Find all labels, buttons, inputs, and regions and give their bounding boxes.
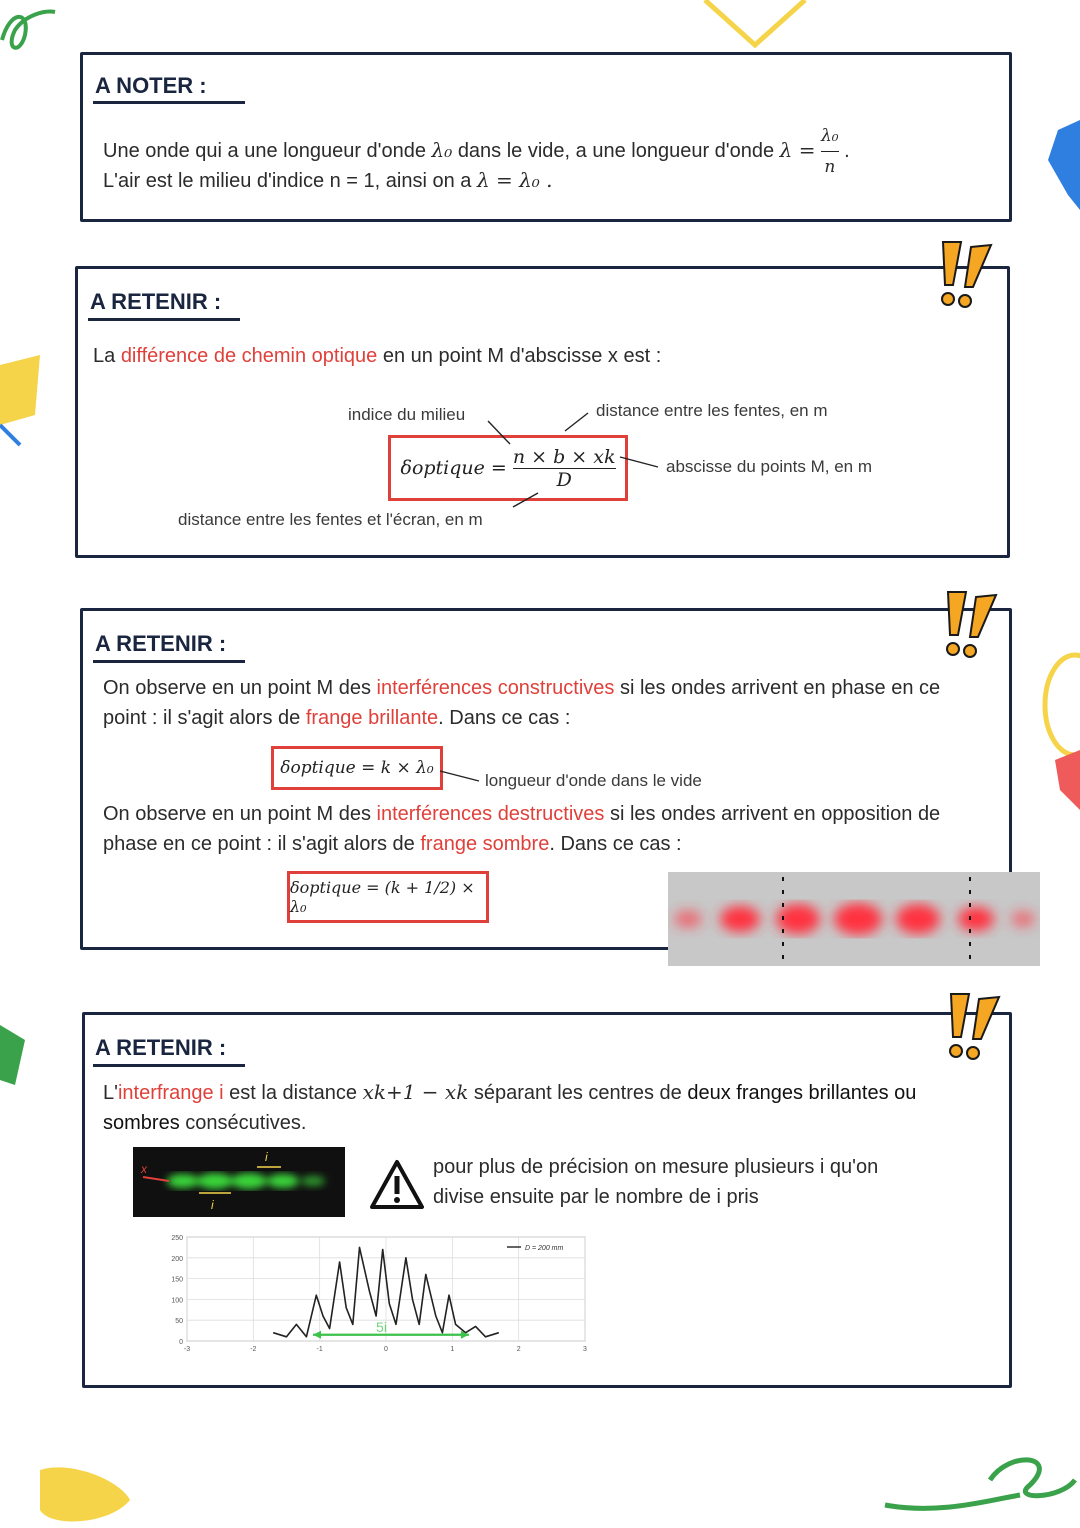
double-exclamation-icon <box>933 237 1003 309</box>
destructive-paragraph <box>103 799 983 859</box>
bold-term: sombres <box>103 1112 180 1134</box>
lambda-symbol: λ = <box>779 137 816 162</box>
highlight-term: frange sombre <box>420 833 550 855</box>
chart-y-tick-label: 250 <box>171 1235 183 1242</box>
formula-lhs: δoptique = <box>400 457 507 479</box>
note-text: L'air est le milieu d'indice n = 1, ainsi on a <box>103 170 472 192</box>
paragraph-text: . Dans ce cas : <box>438 707 571 729</box>
paragraph-text: si les ondes arrivent en phase en <box>619 677 914 699</box>
formula-numerator: n × b × xk <box>512 445 616 468</box>
chart-x-tick-label: -2 <box>250 1346 257 1353</box>
warning-line: pour plus de précision on mesure plusieurs i qu'on <box>433 1156 879 1178</box>
chart-y-tick-label: 0 <box>179 1339 183 1346</box>
annotation-arrows <box>78 269 1013 561</box>
highlight-term: interférences constructives <box>376 677 615 699</box>
yellow-heart-decoration <box>700 0 810 50</box>
highlight-term: frange brillante <box>305 707 439 729</box>
warning-line: divise ensuite par le nombre de i pris <box>433 1186 759 1208</box>
title-underline <box>93 101 245 104</box>
destructive-formula: δoptique = (k + 1/2) × λ₀ <box>287 871 489 923</box>
green-shape-decoration <box>0 1020 28 1090</box>
photo-i-label: i <box>211 1198 214 1212</box>
paragraph-text: séparant les centres de <box>473 1082 682 1104</box>
chart-y-tick-label: 200 <box>171 1255 183 1263</box>
lambda0-symbol: λ₀ <box>431 137 453 162</box>
paragraph-text: On observe en un point M des <box>103 803 371 825</box>
green-fringe-photo <box>133 1147 345 1217</box>
retain-box-optical-path <box>75 266 1010 558</box>
chart-x-tick-label: 0 <box>384 1346 388 1353</box>
intensity-chart <box>141 1225 601 1371</box>
paragraph-text: ce point : il s'agit alors de <box>103 677 941 729</box>
formula-denominator: D <box>556 468 572 491</box>
paragraph-text: On observe en un point M des <box>103 677 371 699</box>
interfringe-paragraph <box>103 1077 983 1138</box>
chart-y-tick-label: 150 <box>171 1276 183 1284</box>
retain-title: A RETENIR : <box>90 289 222 314</box>
note-box <box>80 52 1012 222</box>
note-line-1: Une onde qui a une longueur d'onde λ₀ dans le vide, a une longueur d'onde λ = $\frac{\text{λ₀}}{n}$ . <box>103 121 850 182</box>
chart-x-tick-label: 1 <box>450 1346 455 1353</box>
retain-box-interfringe <box>82 1012 1012 1388</box>
chart-x-tick-label: 3 <box>583 1346 587 1353</box>
paragraph-text: est la distance <box>229 1082 357 1104</box>
photo-i-label: i <box>265 1150 268 1164</box>
intro-text: La <box>93 345 116 367</box>
note-text: Une onde qui a une longueur d'onde <box>103 139 426 162</box>
warning-text <box>433 1152 973 1212</box>
annotation-wavelength: longueur d'onde dans le vide <box>485 771 702 790</box>
fraction-denominator: n <box>824 157 836 177</box>
double-exclamation-icon <box>938 587 1008 659</box>
paragraph-text: si les ondes arrivent en opposition <box>609 803 913 825</box>
note-text: dans le vide, a une longueur d'onde <box>457 139 775 162</box>
yellow-corner-decoration <box>30 1460 140 1528</box>
chart-x-tick-label: -1 <box>316 1346 323 1353</box>
squiggle-decoration <box>0 0 70 60</box>
interfringe-expression: xk+1 − xk <box>362 1080 469 1104</box>
chart-y-tick-label: 50 <box>175 1318 183 1326</box>
title-underline <box>93 1064 245 1067</box>
retain-title: A RETENIR : <box>95 631 227 656</box>
blue-shape-decoration <box>1048 120 1080 210</box>
highlight-term: interférences destructives <box>376 803 605 825</box>
lambda-fraction <box>821 121 839 182</box>
chart-legend-label: D = 200 mm <box>525 1245 564 1252</box>
note-line-2 <box>103 165 553 196</box>
warning-triangle-icon <box>369 1159 425 1211</box>
chart-y-tick-label: 100 <box>171 1297 183 1305</box>
paragraph-text: de phase en ce point : il s'agit alors de <box>103 803 941 855</box>
chart-5i-label: 5i <box>376 1318 387 1335</box>
paragraph-text: L' <box>103 1082 118 1104</box>
yellow-blob-decoration <box>0 355 45 465</box>
intro-text: en un point M d'abscisse x est : <box>382 345 662 367</box>
note-title: A NOTER : <box>95 73 207 98</box>
highlight-term: différence de chemin optique <box>120 345 378 367</box>
retain-title: A RETENIR : <box>95 1035 227 1060</box>
annotation-index: indice du milieu <box>348 405 466 424</box>
photo-x-label: x <box>141 1162 147 1176</box>
chart-x-tick-label: -3 <box>183 1346 191 1353</box>
paragraph-text: consécutives. <box>185 1112 307 1134</box>
bold-term: deux franges brillantes ou <box>687 1082 917 1104</box>
highlight-term: interfrange i <box>117 1082 224 1104</box>
paragraph-text: . Dans ce cas : <box>549 833 682 855</box>
red-fringe-pattern-image <box>668 872 1040 966</box>
constructive-formula: δoptique = k × λ₀ <box>271 746 443 790</box>
yellow-ring-decoration <box>1030 650 1080 820</box>
double-exclamation-icon <box>941 989 1011 1061</box>
green-signature-decoration <box>880 1440 1080 1520</box>
chart-x-tick-label: 2 <box>516 1346 521 1353</box>
annotation-screen: distance entre les fentes et l'écran, en m <box>178 510 483 529</box>
air-equation: λ = λ₀ . <box>476 168 553 192</box>
fraction-numerator: λ₀ <box>821 126 839 146</box>
annotation-slits: distance entre les fentes, en m <box>596 401 828 420</box>
annotation-abscissa: abscisse du points M, en m <box>666 457 872 476</box>
